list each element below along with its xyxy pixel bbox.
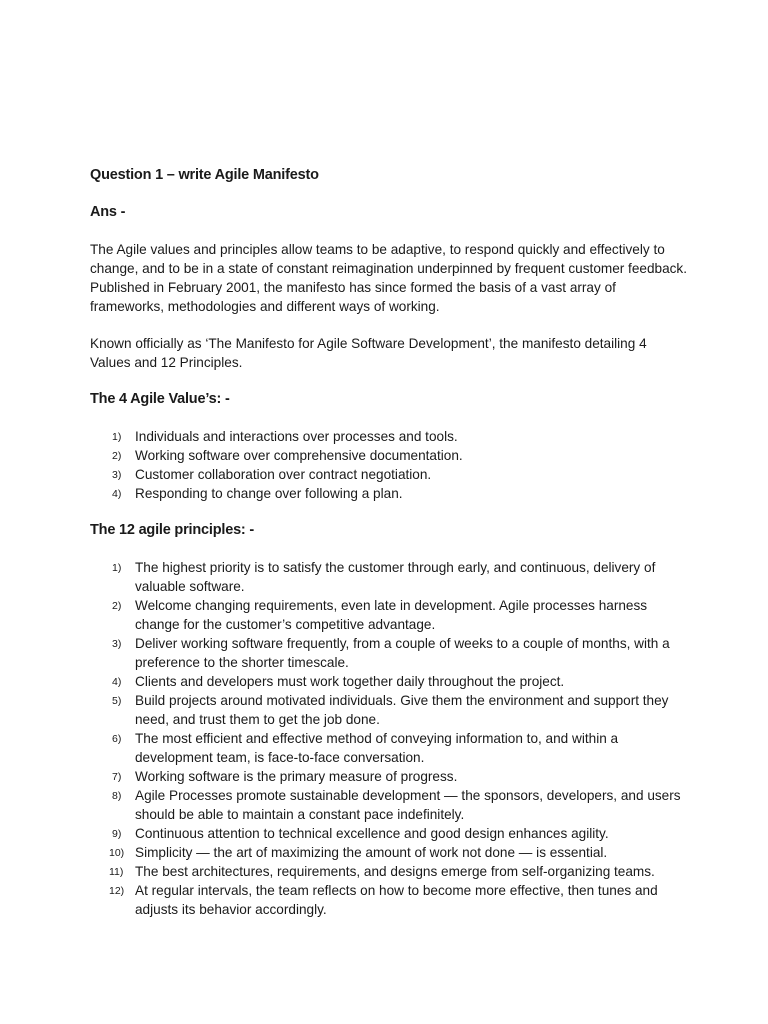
list-item [90,729,690,767]
list-item [90,824,690,843]
list-text: Working software is the primary measure of progress. [135,769,458,784]
list-number: 3) [112,638,122,650]
list-text: Simplicity — the art of maximizing the amount of work not done — is essential. [135,845,608,860]
list-number: 4) [112,488,122,500]
list-number: 2) [112,450,122,462]
values-heading: The 4 Agile Value’s: - [90,391,230,407]
list-number: 7) [112,771,122,783]
list-item [90,446,690,465]
list-text: The highest priority is to satisfy the customer through early, and continuous, delivery of valuable software. [135,560,656,594]
principles-heading: The 12 agile principles: - [90,522,255,538]
list-item [90,465,690,484]
list-text: Continuous attention to technical excellence and good design enhances agility. [135,826,609,841]
list-item [90,672,690,691]
list-text: Agile Processes promote sustainable development — the sponsors, developers, and users should be able to maintain a constant pace indefinitely. [135,788,681,822]
list-number: 11) [109,866,124,878]
list-number: 5) [112,695,122,707]
list-number: 1) [112,562,122,574]
list-number: 12) [109,885,125,897]
list-number: 8) [112,790,122,802]
question-title: Question 1 – write Agile Manifesto [90,167,319,183]
list-number: 6) [112,733,122,745]
principles-list [90,558,690,919]
list-text: Customer collaboration over contract negotiation. [135,467,432,482]
list-item [90,881,690,919]
list-item [90,558,690,596]
list-text: Build projects around motivated individuals. Give them the environment and support they need, and trust them to get the job done. [135,693,669,727]
list-item [90,786,690,824]
list-text: The best architectures, requirements, and designs emerge from self-organizing teams. [135,864,655,879]
list-number: 3) [112,469,122,481]
known-paragraph: Known officially as ‘The Manifesto for Agile Software Development’, the manifesto detailing 4 Values and 12 Principles. [90,336,647,370]
list-number: 10) [109,847,125,859]
list-text: Clients and developers must work together daily throughout the project. [135,674,565,689]
list-text: At regular intervals, the team reflects on how to become more effective, then tunes and adjusts its behavior accordingly. [135,883,658,917]
list-item [90,634,690,672]
list-item [90,484,690,503]
list-text: Individuals and interactions over processes and tools. [135,429,458,444]
list-text: Working software over comprehensive documentation. [135,448,463,463]
list-item [90,862,690,881]
answer-label: Ans - [90,204,126,220]
list-item [90,691,690,729]
intro-paragraph: The Agile values and principles allow teams to be adaptive, to respond quickly and effectively to change, and to be in a state of constant reimagination underpinned by frequent customer feedback. Published in February 2001, the manifesto has since formed the basis of a vast array of frameworks, methodologies and different ways of working. [90,242,688,314]
list-text: Welcome changing requirements, even late in development. Agile processes harness change for the customer’s competitive advantage. [135,598,648,632]
list-item [90,427,690,446]
list-item [90,843,690,862]
document-page [90,166,690,919]
list-item [90,767,690,786]
list-number: 2) [112,600,122,612]
list-number: 1) [112,431,122,443]
list-text: Responding to change over following a plan. [135,486,403,501]
list-number: 4) [112,676,122,688]
list-text: The most efficient and effective method of conveying information to, and within a development team, is face-to-face conversation. [135,731,619,765]
list-number: 9) [112,828,122,840]
values-list [90,427,690,503]
list-item [90,596,690,634]
list-text: Deliver working software frequently, from a couple of weeks to a couple of months, with a preference to the shorter timescale. [135,636,670,670]
